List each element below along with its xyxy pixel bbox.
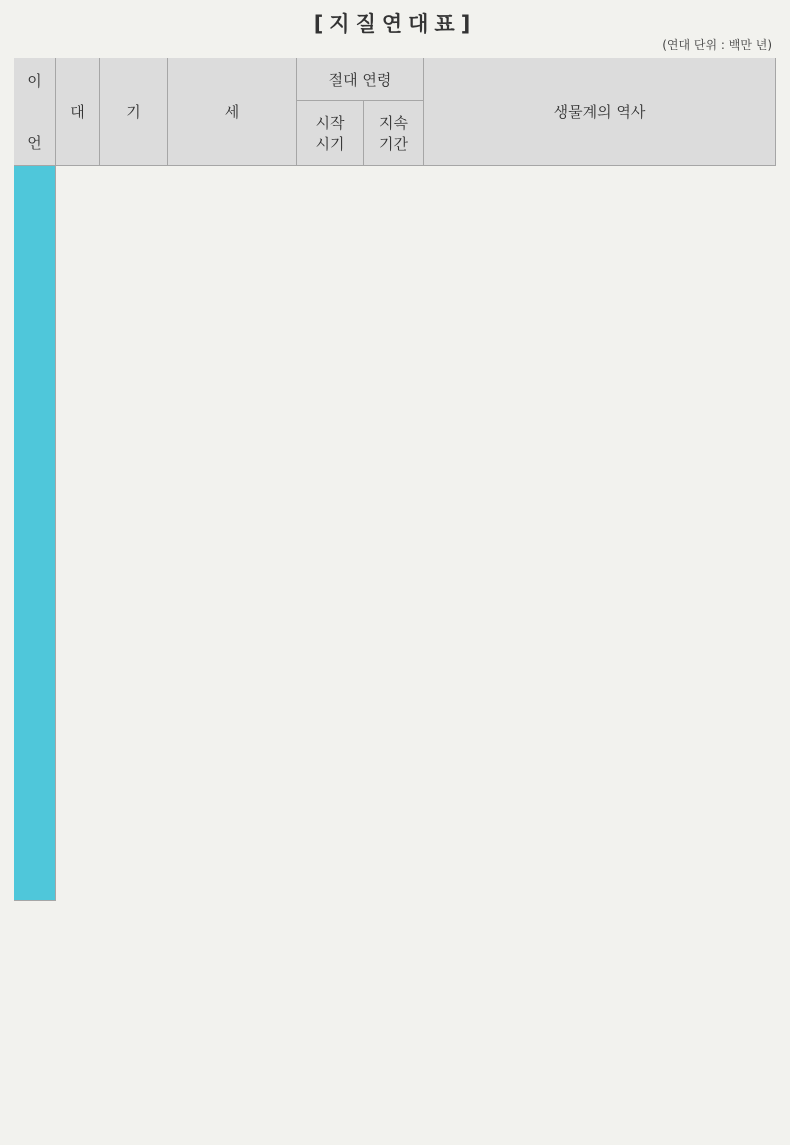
- header-absolute-age: [297, 58, 424, 101]
- header-epoch: [168, 58, 297, 166]
- header-start-line: 시기: [315, 135, 345, 153]
- header-epoch-label: 세: [224, 103, 240, 121]
- header-era-label: 대: [70, 103, 85, 121]
- header-duration: [364, 101, 424, 166]
- header-era: [56, 58, 100, 166]
- page-title: [지질연대표]: [313, 12, 477, 36]
- eon-phanerozoic: [14, 166, 56, 901]
- header-start: [297, 101, 364, 166]
- header-history-label: 생물계의 역사: [553, 103, 646, 121]
- header-absolute-age-label: 절대 연령: [328, 70, 392, 89]
- header-eon-char: 이: [27, 72, 42, 90]
- header-duration-line: 지속: [379, 114, 408, 132]
- header-period: [100, 58, 168, 166]
- header-history: [424, 58, 776, 166]
- header-eon: [14, 58, 56, 166]
- unit-note: (연대 단위 : 백만 년): [662, 38, 772, 52]
- header-duration-line: 기간: [379, 135, 408, 153]
- geologic-time-table: [14, 58, 776, 1133]
- header-period-label: 기: [126, 103, 141, 121]
- header-start-line: 시작: [315, 114, 345, 132]
- header-eon-char: 언: [27, 134, 42, 152]
